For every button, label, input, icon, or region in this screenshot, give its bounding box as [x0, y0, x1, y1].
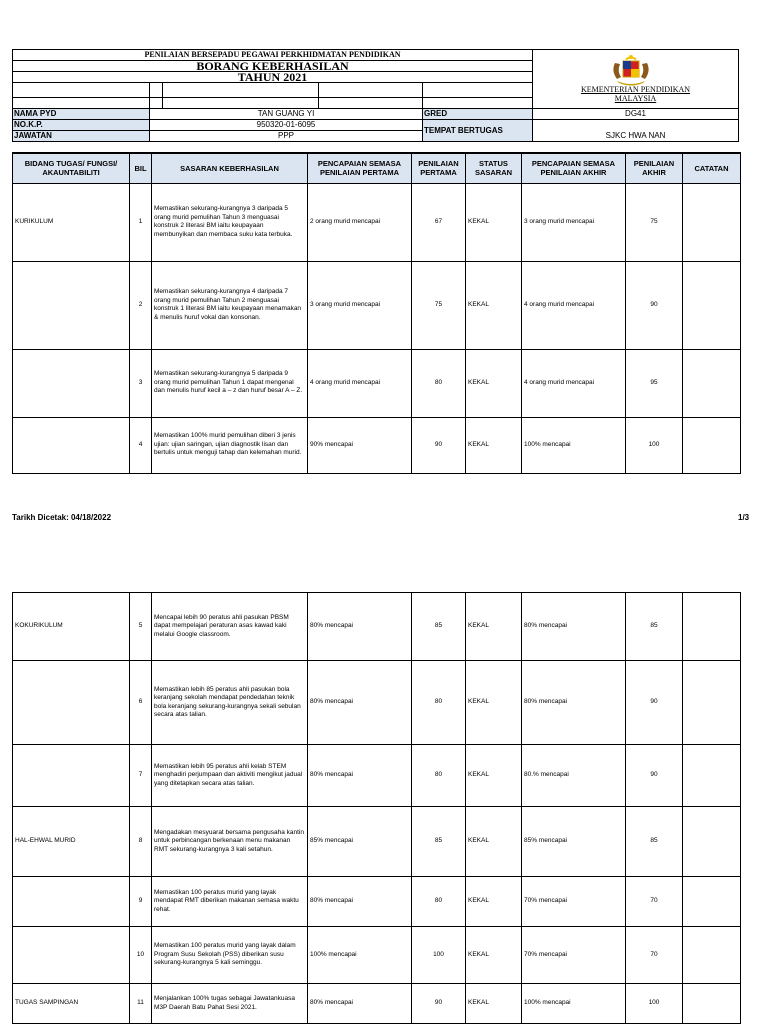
sasaran-cell: Memastikan sekurang-kurangnya 3 daripada 5 orang murid pemulihan Tahun 3 menguasai konstruk 2 literasi BM iaitu keupayaan membunyikan dan membaca suku kata terbuka. [152, 183, 308, 261]
table-row [13, 261, 741, 349]
bil-cell: 9 [130, 877, 152, 927]
catatan-cell [683, 984, 741, 1024]
page2-table [12, 592, 741, 1024]
ministry-line2: MALAYSIA [614, 94, 657, 103]
status-cell: KEKAL [466, 984, 522, 1024]
table-row [13, 417, 741, 473]
status-cell: KEKAL [466, 661, 522, 745]
sasaran-cell: Mencapai lebih 90 peratus ahli pasukan PBSM dapat mempelajari peraturan asas kawad kaki melalui Google classroom. [152, 593, 308, 661]
page1-table [12, 152, 741, 474]
pencapaian-pertama-cell: 85% mencapai [308, 807, 412, 877]
pencapaian-akhir-cell: 70% mencapai [522, 877, 626, 927]
ministry-cell [533, 50, 739, 109]
sasaran-cell: Memastikan sekurang-kurangnya 4 daripada 7 orang murid pemulihan Tahun 2 menguasai konstruk 1 literasi BM iaitu keupayaan menamakan & menulis huruf vokal dan konsonan. [152, 261, 308, 349]
status-cell: KEKAL [466, 261, 522, 349]
col-header: PENILAIAN PERTAMA [412, 153, 466, 183]
bidang-cell: KURIKULUM [13, 183, 130, 261]
sasaran-cell: Memastikan 100% murid pemulihan diberi 3 jenis ujian: ujian saringan, ujian diagnostik lisan dan bertulis untuk menguji tahap dan kelemahan murid. [152, 417, 308, 473]
catatan-cell [683, 661, 741, 745]
pencapaian-pertama-cell: 80% mencapai [308, 877, 412, 927]
jawatan-label: JAWATAN [13, 131, 150, 142]
sasaran-cell: Memastikan 100 peratus murid yang layak dalam Program Susu Sekolah (PSS) diberikan susu sekurang-kurangnya 5 kali seminggu. [152, 927, 308, 984]
pencapaian-akhir-cell: 70% mencapai [522, 927, 626, 984]
table-row [13, 877, 741, 927]
table-row [13, 183, 741, 261]
catatan-cell [683, 745, 741, 807]
penilaian-akhir-cell: 75 [626, 183, 683, 261]
bil-cell: 7 [130, 745, 152, 807]
pencapaian-pertama-cell: 80% mencapai [308, 984, 412, 1024]
col-header: STATUS SASARAN [466, 153, 522, 183]
bil-cell: 8 [130, 807, 152, 877]
form-header [12, 49, 739, 142]
header-line1: PENILAIAN BERSEPADU PEGAWAI PERKHIDMATAN PENDIDIKAN [13, 50, 533, 61]
bidang-cell: KOKURIKULUM [13, 593, 130, 661]
catatan-cell [683, 183, 741, 261]
table-row [13, 661, 741, 745]
penilaian-pertama-cell: 67 [412, 183, 466, 261]
table-row [13, 349, 741, 417]
penilaian-akhir-cell: 100 [626, 417, 683, 473]
pencapaian-pertama-cell: 90% mencapai [308, 417, 412, 473]
table-row [13, 984, 741, 1024]
penilaian-akhir-cell: 90 [626, 661, 683, 745]
bil-cell: 3 [130, 349, 152, 417]
penilaian-akhir-cell: 85 [626, 593, 683, 661]
penilaian-akhir-cell: 70 [626, 927, 683, 984]
sasaran-cell: Memastikan lebih 85 peratus ahli pasukan bola keranjang sekolah mendapat pendedahan teknik bola keranjang sekurang-kurangnya sekali sebulan secara atas talian. [152, 661, 308, 745]
penilaian-akhir-cell: 100 [626, 984, 683, 1024]
sasaran-cell: Memastikan lebih 95 peratus ahli kelab STEM menghadiri perjumpaan dan aktiviti mengikut jadual yang ditetapkan secara atas talian. [152, 745, 308, 807]
penilaian-pertama-cell: 80 [412, 745, 466, 807]
status-cell: KEKAL [466, 349, 522, 417]
pencapaian-akhir-cell: 80.% mencapai [522, 745, 626, 807]
pencapaian-pertama-cell: 80% mencapai [308, 593, 412, 661]
bil-cell: 2 [130, 261, 152, 349]
bidang-cell [13, 877, 130, 927]
bil-cell: 1 [130, 183, 152, 261]
penilaian-pertama-cell: 80 [412, 877, 466, 927]
col-header: BIDANG TUGAS/ FUNGSI/ AKAUNTABILITI [13, 153, 130, 183]
pencapaian-pertama-cell: 80% mencapai [308, 745, 412, 807]
header-line2: BORANG KEBERHASILAN [13, 61, 533, 72]
pencapaian-pertama-cell: 2 orang murid mencapai [308, 183, 412, 261]
penilaian-akhir-cell: 85 [626, 807, 683, 877]
sasaran-cell: Memastikan sekurang-kurangnya 5 daripada 9 orang murid pemulihan Tahun 1 dapat mengenal dan menulis huruf kecil a – z dan huruf besar A – Z. [152, 349, 308, 417]
status-cell: KEKAL [466, 417, 522, 473]
status-cell: KEKAL [466, 593, 522, 661]
bil-cell: 11 [130, 984, 152, 1024]
bil-cell: 4 [130, 417, 152, 473]
bidang-cell [13, 261, 130, 349]
table-row [13, 745, 741, 807]
tempat-value: SJKC HWA NAN [533, 120, 739, 142]
penilaian-pertama-cell: 75 [412, 261, 466, 349]
status-cell: KEKAL [466, 927, 522, 984]
pencapaian-pertama-cell: 3 orang murid mencapai [308, 261, 412, 349]
catatan-cell [683, 807, 741, 877]
nama-label: NAMA PYD [13, 109, 150, 120]
penilaian-akhir-cell: 95 [626, 349, 683, 417]
status-cell: KEKAL [466, 807, 522, 877]
bidang-cell [13, 661, 130, 745]
table-row [13, 807, 741, 877]
pencapaian-akhir-cell: 4 orang murid mencapai [522, 261, 626, 349]
catatan-cell [683, 877, 741, 927]
catatan-cell [683, 261, 741, 349]
catatan-cell [683, 927, 741, 984]
pencapaian-akhir-cell: 80% mencapai [522, 661, 626, 745]
penilaian-pertama-cell: 80 [412, 349, 466, 417]
tempat-label: TEMPAT BERTUGAS [423, 120, 533, 142]
pencapaian-akhir-cell: 4 orang murid mencapai [522, 349, 626, 417]
penilaian-akhir-cell: 90 [626, 745, 683, 807]
gred-label: GRED [423, 109, 533, 120]
bidang-cell [13, 349, 130, 417]
pencapaian-akhir-cell: 3 orang murid mencapai [522, 183, 626, 261]
bidang-cell [13, 417, 130, 473]
page-number: 1/3 [738, 513, 750, 522]
table-row [13, 593, 741, 661]
pencapaian-akhir-cell: 80% mencapai [522, 593, 626, 661]
col-header: BIL [130, 153, 152, 183]
catatan-cell [683, 417, 741, 473]
col-header: PENCAPAIAN SEMASA PENILAIAN AKHIR [522, 153, 626, 183]
ministry-line1: KEMENTERIAN PENDIDIKAN [580, 85, 691, 94]
column-header-row [13, 153, 741, 183]
penilaian-akhir-cell: 90 [626, 261, 683, 349]
sasaran-cell: Menjalankan 100% tugas sebagai Jawatankuasa M3P Daerah Batu Pahat Sesi 2021. [152, 984, 308, 1024]
catatan-cell [683, 349, 741, 417]
pencapaian-pertama-cell: 100% mencapai [308, 927, 412, 984]
pencapaian-pertama-cell: 4 orang murid mencapai [308, 349, 412, 417]
status-cell: KEKAL [466, 183, 522, 261]
pencapaian-pertama-cell: 80% mencapai [308, 661, 412, 745]
bil-cell: 5 [130, 593, 152, 661]
jawatan-value: PPP [150, 131, 423, 142]
header-line3: TAHUN 2021 [13, 72, 533, 83]
penilaian-pertama-cell: 80 [412, 661, 466, 745]
col-header: SASARAN KEBERHASILAN [152, 153, 308, 183]
bidang-cell [13, 927, 130, 984]
bidang-cell: TUGAS SAMPINGAN [13, 984, 130, 1024]
col-header: CATATAN [683, 153, 741, 183]
sasaran-cell: Mengadakan mesyuarat bersama pengusaha kantin untuk perbincangan berkenaan menu makanan RMT sekurang-kurangnya 3 kali setahun. [152, 807, 308, 877]
catatan-cell [683, 593, 741, 661]
sasaran-cell: Memastikan 100 peratus murid yang layak mendapat RMT diberikan makanan semasa waktu rehat. [152, 877, 308, 927]
print-date: Tarikh Dicetak: 04/18/2022 [12, 513, 112, 522]
pencapaian-akhir-cell: 85% mencapai [522, 807, 626, 877]
status-cell: KEKAL [466, 745, 522, 807]
penilaian-akhir-cell: 70 [626, 877, 683, 927]
bidang-cell [13, 745, 130, 807]
status-cell: KEKAL [466, 877, 522, 927]
nokp-label: NO.K.P. [13, 120, 150, 131]
penilaian-pertama-cell: 90 [412, 984, 466, 1024]
table-row [13, 927, 741, 984]
gred-value: DG41 [533, 109, 739, 120]
col-header: PENILAIAN AKHIR [626, 153, 683, 183]
penilaian-pertama-cell: 100 [412, 927, 466, 984]
bil-cell: 10 [130, 927, 152, 984]
penilaian-pertama-cell: 85 [412, 593, 466, 661]
pencapaian-akhir-cell: 100% mencapai [522, 417, 626, 473]
nokp-value: 950320-01-6095 [150, 120, 423, 131]
penilaian-pertama-cell: 85 [412, 807, 466, 877]
col-header: PENCAPAIAN SEMASA PENILAIAN PERTAMA [308, 153, 412, 183]
bidang-cell: HAL-EHWAL MURID [13, 807, 130, 877]
nama-value: TAN GUANG YI [150, 109, 423, 120]
bil-cell: 6 [130, 661, 152, 745]
pencapaian-akhir-cell: 100% mencapai [522, 984, 626, 1024]
penilaian-pertama-cell: 90 [412, 417, 466, 473]
